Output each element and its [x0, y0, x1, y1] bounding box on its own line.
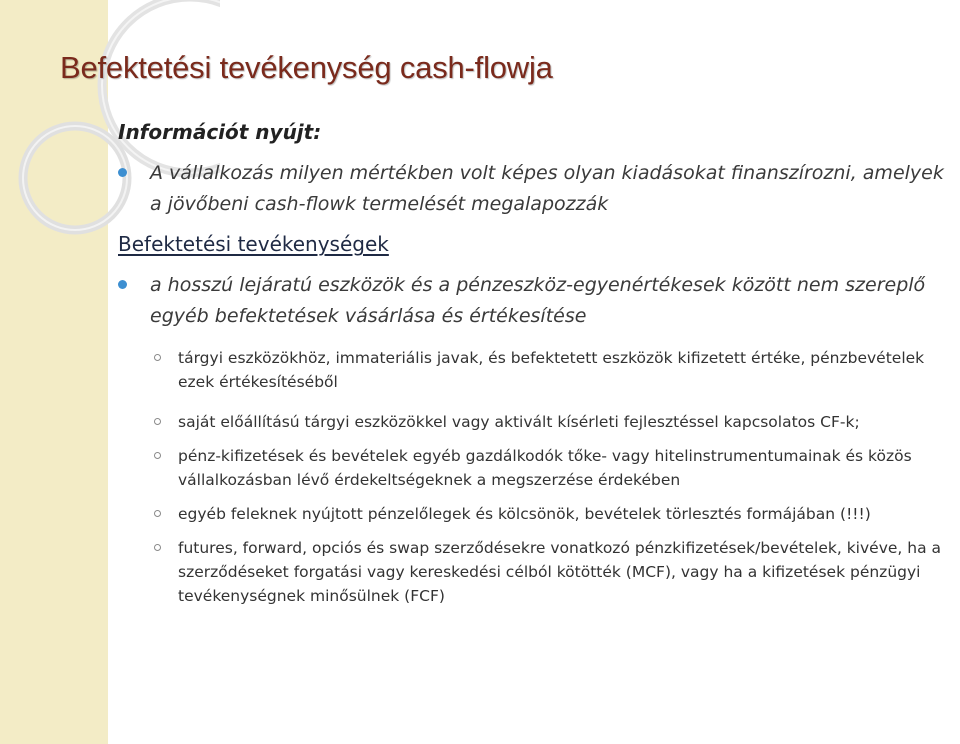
sub-list-item-text: pénz-kifizetések és bevételek egyéb gazdálkodók tőke- vagy hitelinstrumentumainak és közös vállalkozásban lévő érdekeltségeknek a megszerzése érdekében — [178, 447, 912, 489]
list-item-text: a hosszú lejáratú eszközök és a pénzeszköz-egyenértékesek között nem szereplő egyéb befektetések vásárlása és értékesítése — [150, 274, 926, 327]
bullet-ring-icon — [154, 544, 161, 551]
slide-title: Befektetési tevékenység cash-flowja — [60, 50, 553, 85]
sub-list-item-text: tárgyi eszközökhöz, immateriális javak, és befektetett eszközök kifizetett értéke, pénzbevételek ezek értékesítéséből — [178, 349, 925, 391]
sub-list-item — [118, 444, 954, 492]
sub-list-item — [118, 346, 954, 394]
bullet-dot-icon — [118, 280, 127, 289]
sub-list-item-text: saját előállítású tárgyi eszközökkel vagy aktivált kísérleti fejlesztéssel kapcsolatos CF-k; — [178, 413, 860, 431]
sub-list-item — [118, 502, 954, 526]
list-item — [118, 270, 954, 332]
section-heading-info: Információt nyújt: — [118, 120, 322, 144]
bullet-ring-icon — [154, 354, 161, 361]
slide-content — [118, 120, 954, 608]
bullet-ring-icon — [154, 452, 161, 459]
sub-list-item — [118, 536, 954, 608]
sub-list-item-text: egyéb feleknek nyújtott pénzelőlegek és kölcsönök, bevételek törlesztés formájában (!!!) — [178, 505, 871, 523]
bullet-dot-icon — [118, 168, 127, 177]
list-item-text: A vállalkozás milyen mértékben volt képes olyan kiadásokat finanszírozni, amelyek a jövőbeni cash-flowk termelését megalapozzák — [150, 162, 944, 215]
sub-list-item-text: futures, forward, opciós és swap szerződésekre vonatkozó pénzkifizetések/bevételek, kivéve, ha a szerződéseket forgatási vagy kereskedési célból kötötték (MCF), vagy ha a kifizetések pénzügyi tevékenységnek minősülnek (FCF) — [178, 539, 942, 605]
sub-list-item — [118, 410, 954, 434]
section-heading-activities: Befektetési tevékenységek — [118, 232, 389, 256]
bullet-ring-icon — [154, 418, 161, 425]
list-item — [118, 158, 954, 220]
bullet-ring-icon — [154, 510, 161, 517]
